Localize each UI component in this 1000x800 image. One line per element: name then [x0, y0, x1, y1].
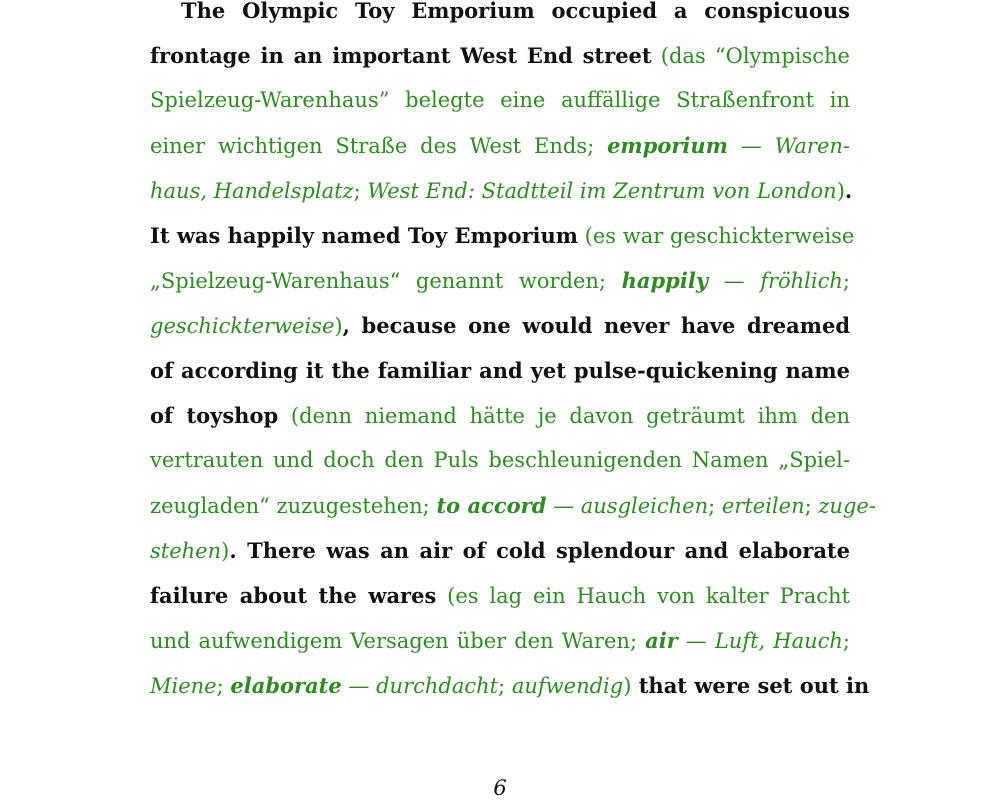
german-translation: ;: [804, 494, 819, 518]
english-text: . There was an air of cold splendour and elaborate: [229, 538, 850, 563]
german-translation: (denn niemand hätte je davon geträumt ihm den: [278, 404, 850, 428]
german-translation: ;: [708, 494, 722, 518]
vocabulary-term: elaborate: [230, 673, 342, 698]
text-line: [150, 78, 850, 123]
german-translation: „Spielzeug-Warenhaus“ genannt worden;: [150, 269, 622, 293]
text-line: [150, 393, 850, 438]
english-text: frontage in an important West End street: [150, 43, 652, 68]
vocabulary-term: to accord: [436, 493, 547, 518]
text-line: [150, 303, 850, 348]
german-translation: (es war geschickterweise: [578, 224, 855, 248]
german-translation: vertrauten und doch den Puls beschleunigenden Namen „Spiel-: [150, 448, 850, 472]
german-translation: einer wichtigen Straße des West Ends;: [150, 134, 608, 158]
vocabulary-term: emporium: [607, 133, 728, 158]
german-gloss: West End: Stadtteil im Zentrum von London: [367, 179, 837, 203]
german-translation: ): [836, 179, 845, 203]
text-line: [150, 0, 850, 33]
german-gloss: zuge-: [818, 494, 876, 518]
german-gloss: Miene: [150, 674, 217, 698]
german-translation: ;: [842, 269, 850, 293]
text-line: [150, 168, 853, 213]
text-line: [150, 33, 850, 78]
german-translation: zeugladen“ zuzugestehen;: [150, 494, 437, 518]
german-gloss: aufwendig: [511, 674, 624, 698]
german-translation: ;: [498, 674, 512, 698]
german-gloss: — Luft, Hauch: [677, 629, 843, 653]
english-text: .: [844, 178, 853, 203]
english-text: of toyshop: [150, 403, 279, 428]
vocabulary-term: happily: [621, 268, 709, 293]
english-text: of according it the familiar and yet pulse-quickening name: [150, 358, 850, 383]
text-line: [150, 438, 850, 483]
german-gloss: — Waren-: [727, 134, 850, 158]
text-line: [150, 123, 850, 168]
page-number: 6: [493, 776, 507, 800]
text-line: [150, 258, 850, 303]
english-text: failure about the wares: [150, 583, 437, 608]
text-line: [150, 528, 850, 573]
german-translation: ;: [216, 674, 231, 698]
text-line: [150, 663, 870, 708]
text-line: [150, 618, 850, 663]
german-gloss: — durchdacht: [341, 674, 499, 698]
german-translation: ;: [353, 179, 368, 203]
text-line: [150, 213, 855, 258]
english-text: , because one would never have dreamed: [342, 313, 850, 338]
english-text: It was happily named Toy Emporium: [150, 223, 578, 248]
german-translation: (das “Olympische: [651, 44, 850, 68]
english-text: The Olympic Toy Emporium occupied a conspicuous: [181, 0, 850, 23]
german-translation: (es lag ein Hauch von kalter Pracht: [436, 584, 850, 608]
german-translation: ): [221, 539, 230, 563]
text-line: [150, 573, 850, 618]
german-translation: ): [623, 674, 632, 698]
german-translation: ): [334, 314, 343, 338]
german-gloss: — ausgleichen: [546, 494, 709, 518]
text-line: [150, 483, 876, 528]
german-gloss: geschickterweise: [150, 314, 335, 338]
english-text: that were set out in: [631, 673, 870, 698]
vocabulary-term: air: [645, 628, 678, 653]
german-gloss: — fröhlich: [708, 269, 843, 293]
german-translation: und aufwendigem Versagen über den Waren;: [150, 629, 646, 653]
text-line: [150, 348, 850, 393]
german-gloss: stehen: [150, 539, 222, 563]
german-translation: Spielzeug-Warenhaus” belegte eine auffällige Straßenfront in: [150, 88, 850, 112]
german-translation: ;: [842, 629, 850, 653]
german-gloss: haus, Handelsplatz: [150, 179, 354, 203]
book-page-text: [150, 0, 876, 708]
german-gloss: erteilen: [721, 494, 805, 518]
